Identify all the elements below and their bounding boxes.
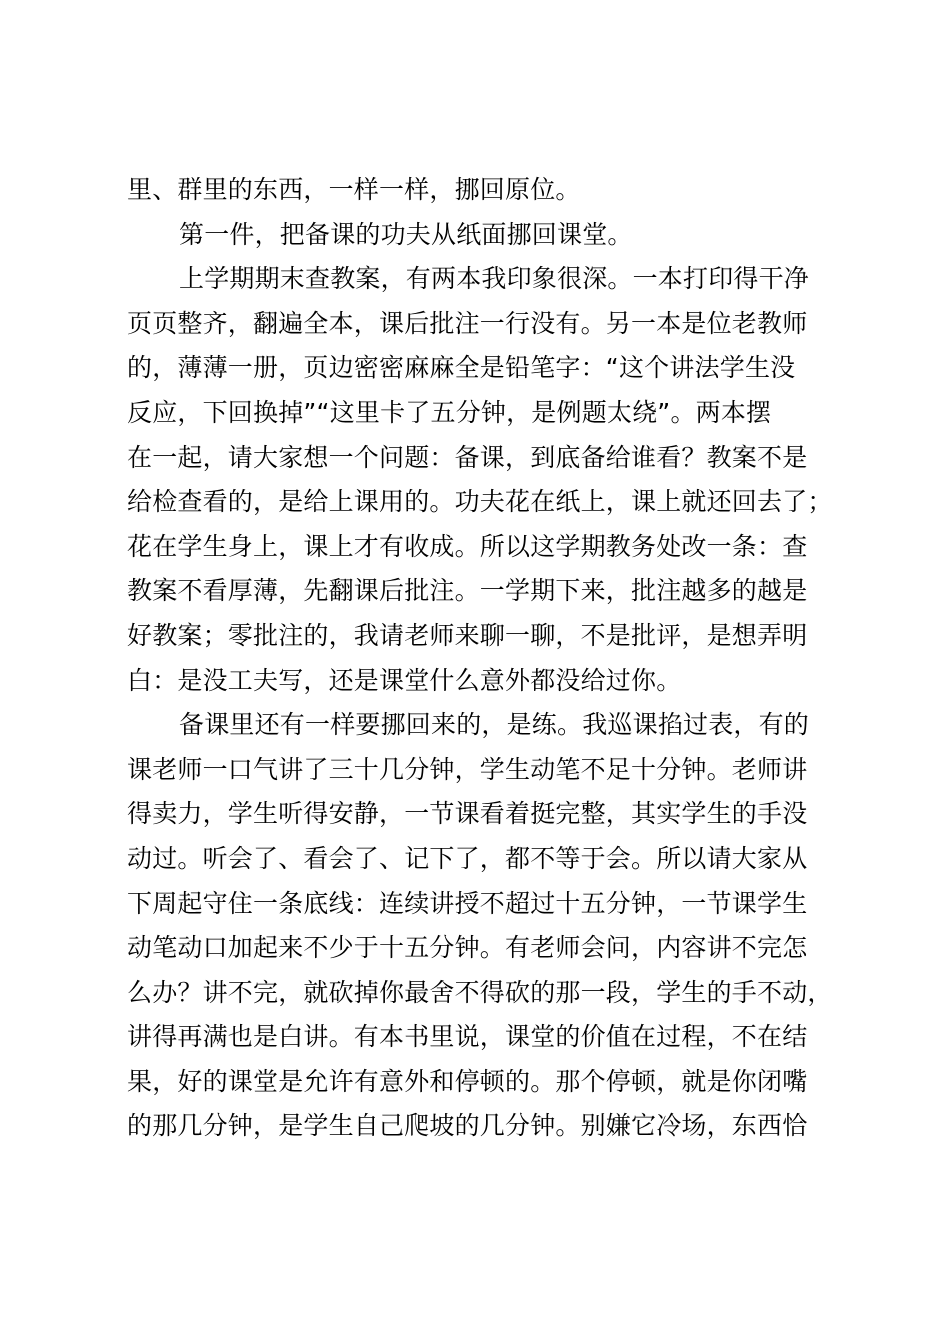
text-line: 讲得再满也是白讲。有本书里说，课堂的价值在过程，不在结	[127, 1022, 808, 1052]
text-line: 花在学生身上，课上才有收成。所以这学期教务处改一条：查	[127, 531, 808, 561]
text-line: 下周起守住一条底线：连续讲授不超过十五分钟，一节课学生	[127, 888, 808, 918]
text-line: 得卖力，学生听得安静，一节课看着挺完整，其实学生的手没	[127, 799, 808, 829]
text-line: 的，薄薄一册，页边密密麻麻全是铅笔字：“这个讲法学生没	[127, 353, 796, 383]
text-line: 动过。听会了、看会了、记下了，都不等于会。所以请大家从	[127, 843, 808, 873]
text-line: 动笔动口加起来不少于十五分钟。有老师会问，内容讲不完怎	[127, 933, 808, 963]
text-line: 教案不看厚薄，先翻课后批注。一学期下来，批注越多的越是	[127, 576, 808, 606]
text-line: 的那几分钟，是学生自己爬坡的几分钟。别嫌它冷场，东西恰	[127, 1111, 808, 1141]
text-line: 果，好的课堂是允许有意外和停顿的。那个停顿，就是你闭嘴	[127, 1066, 808, 1096]
text-line: 么办？讲不完，就砍掉你最舍不得砍的那一段，学生的手不动，	[127, 977, 833, 1007]
text-line: 白：是没工夫写，还是课堂什么意外都没给过你。	[127, 665, 682, 695]
text-line: 页页整齐，翻遍全本，课后批注一行没有。另一本是位老教师	[127, 308, 808, 338]
text-line: 里、群里的东西，一样一样，挪回原位。	[127, 175, 581, 204]
text-line: 备课里还有一样要挪回来的，是练。我巡课掐过表，有的	[179, 710, 810, 740]
text-line: 好教案；零批注的，我请老师来聊一聊，不是批评，是想弄明	[127, 620, 808, 650]
text-line: 上学期期末查教案，有两本我印象很深。一本打印得干净	[179, 264, 810, 294]
text-line: 在一起，请大家想一个问题：备课，到底备给谁看？教案不是	[127, 442, 808, 472]
paragraph-heading: 第一件，把备课的功夫从纸面挪回课堂。	[179, 219, 633, 249]
text-line: 给检查看的，是给上课用的。功夫花在纸上，课上就还回去了；	[127, 487, 833, 517]
document-body	[127, 168, 843, 1149]
text-line: 课老师一口气讲了三十几分钟，学生动笔不足十分钟。老师讲	[127, 754, 808, 784]
text-line: 反应，下回换掉”“这里卡了五分钟，是例题太绕”。两本摆	[127, 397, 772, 427]
